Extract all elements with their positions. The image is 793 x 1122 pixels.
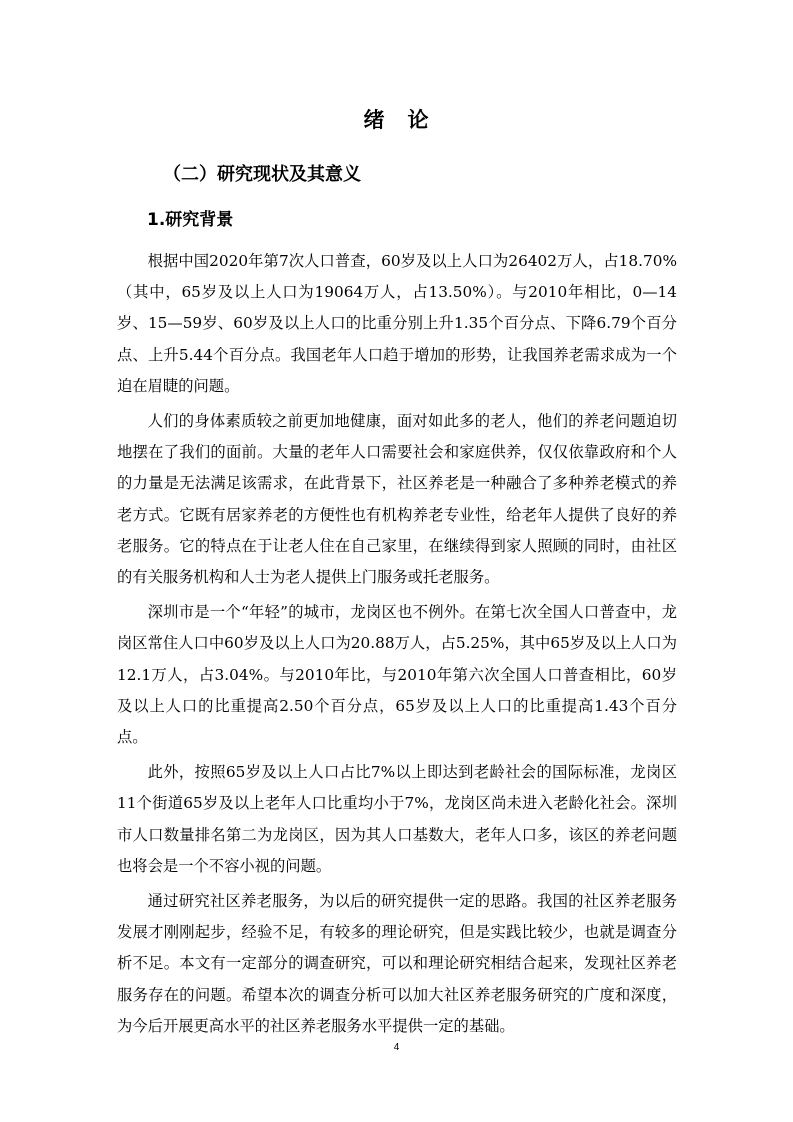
paragraph-5: 通过研究社区养老服务，为以后的研究提供一定的思路。我国的社区养老服务发展才刚刚起步，经验不足，有较多的理论研究，但是实践比较少，也就是调查分析不足。本文有一定部分的调查研究，可以和理论研究相结合起来，发现社区养老服务存在的问题。希望本次的调查分析可以加大社区养老服务研究的广度和深度，为今后开展更高水平的社区养老服务水平提供一定的基础。	[117, 892, 677, 1035]
body-text	[117, 246, 677, 1046]
section-heading: （二）研究现状及其意义	[163, 164, 361, 185]
paragraph-2: 人们的身体素质较之前更加地健康，面对如此多的老人，他们的养老问题迫切地摆在了我们的面前。大量的老年人口需要社会和家庭供养，仅仅依靠政府和个人的力量是无法满足该需求，在此背景下，社区养老是一种融合了多种养老模式的养老方式。它既有居家养老的方便性也有机构养老专业性，给老年人提供了良好的养老服务。它的特点在于让老人住在自己家里，在继续得到家人照顾的同时，由社区的有关服务机构和人士为老人提供上门服务或托老服务。	[117, 412, 677, 587]
chapter-title: 绪 论	[363, 108, 430, 132]
sub-heading: 1.研究背景	[147, 210, 234, 230]
page-number: 4	[393, 1042, 400, 1053]
paragraph-3: 深圳市是一个“年轻”的城市，龙岗区也不例外。在第七次全国人口普查中，龙岗区常住人口中60岁及以上人口为20.88万人，占5.25%，其中65岁及以上人口为12.1万人，占3.04%。与2010年比，与2010年第六次全国人口普查相比，60岁及以上人口的比重提高2.50个百分点，65岁及以上人口的比重提高1.43个百分点。	[117, 603, 677, 747]
paragraph-1: 根据中国2020年第7次人口普查，60岁及以上人口为26402万人，占18.70%（其中，65岁及以上人口为19064万人，占13.50%）。与2010年相比，0—14岁、15—59岁、60岁及以上人口的比重分别上升1.35个百分点、下降6.79个百分点、上升5.44个百分点。我国老年人口趋于增加的形势，让我国养老需求成为一个迫在眉睫的问题。	[117, 252, 677, 395]
paragraph-4: 此外，按照65岁及以上人口占比7%以上即达到老龄社会的国际标准，龙岗区11个街道65岁及以上老年人口比重均小于7%，龙岗区尚未进入老龄化社会。深圳市人口数量排名第二为龙岗区，因为其人口基数大，老年人口多，该区的养老问题也将会是一个不容小视的问题。	[117, 763, 677, 875]
